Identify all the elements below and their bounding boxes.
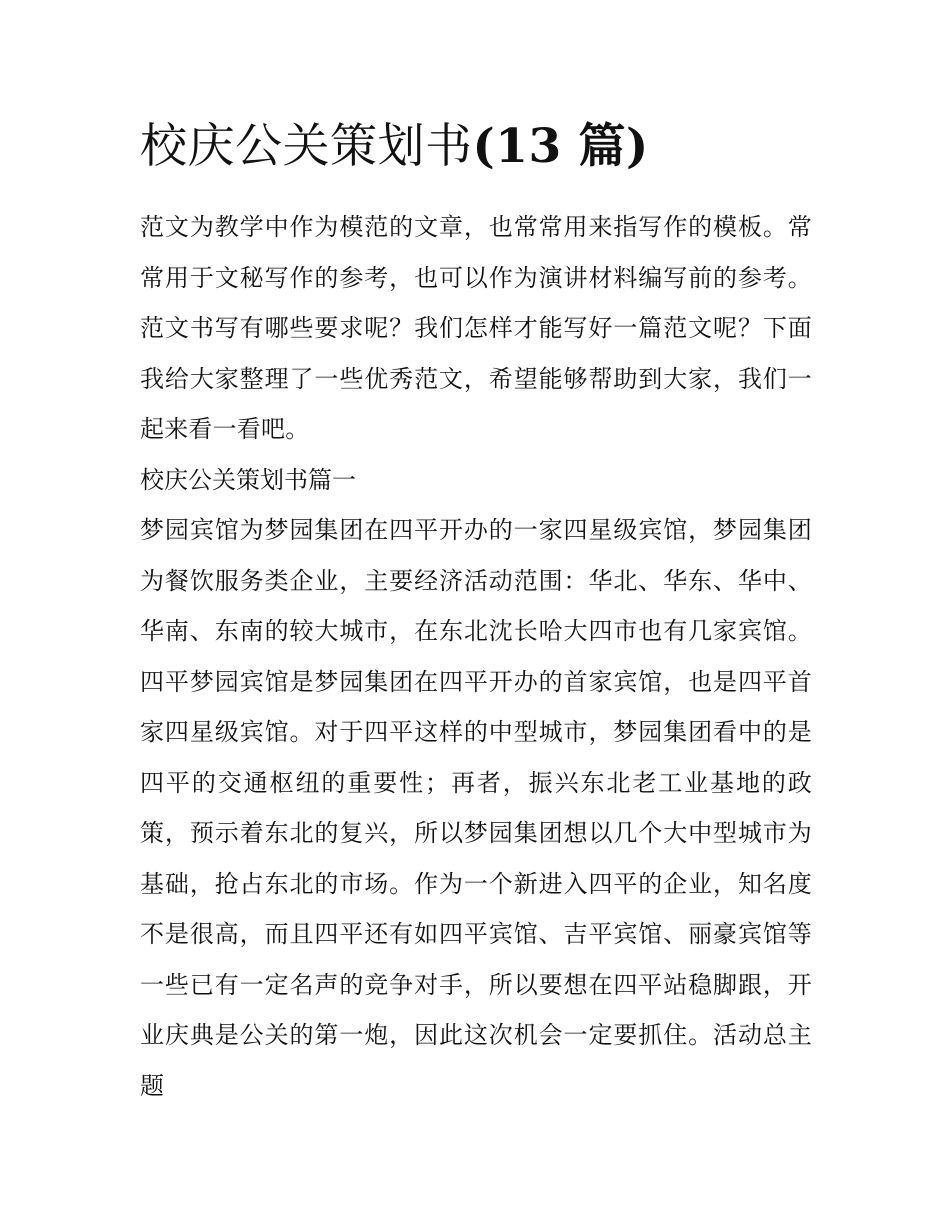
- title-main: 校庆公关策划书: [140, 119, 473, 174]
- intro-paragraph: 范文为教学中作为模范的文章，也常常用来指写作的模板。常常用于文秘写作的参考，也可以作为演讲材料编写前的参考。范文书写有哪些要求呢？我们怎样才能写好一篇范文呢？下面我给大家整理了一些优秀范文，希望能够帮助到大家，我们一起来看一看吧。: [140, 213, 812, 443]
- document-page: [140, 112, 812, 1111]
- body-paragraph: 梦园宾馆为梦园集团在四平开办的一家四星级宾馆，梦园集团为餐饮服务类企业，主要经济活动范围：华北、华东、华中、华南、东南的较大城市，在东北沈长哈大四市也有几家宾馆。四平梦园宾馆是梦园集团在四平开办的首家宾馆，也是四平首家四星级宾馆。对于四平这样的中型城市，梦园集团看中的是四平的交通枢纽的重要性；再者，振兴东北老工业基地的政策，预示着东北的复兴，所以梦园集团想以几个大中型城市为基础，抢占东北的市场。作为一个新进入四平的企业，知名度不是很高，而且四平还有如四平宾馆、吉平宾馆、丽豪宾馆等一些已有一定名声的竞争对手，所以要想在四平站稳脚跟，开业庆典是公关的第一炮，因此这次机会一定要抓住。活动总主题: [140, 516, 812, 1100]
- document-title: [140, 112, 812, 182]
- section-heading: 校庆公关策划书篇一: [140, 465, 356, 494]
- title-suffix: (13 篇): [472, 119, 649, 174]
